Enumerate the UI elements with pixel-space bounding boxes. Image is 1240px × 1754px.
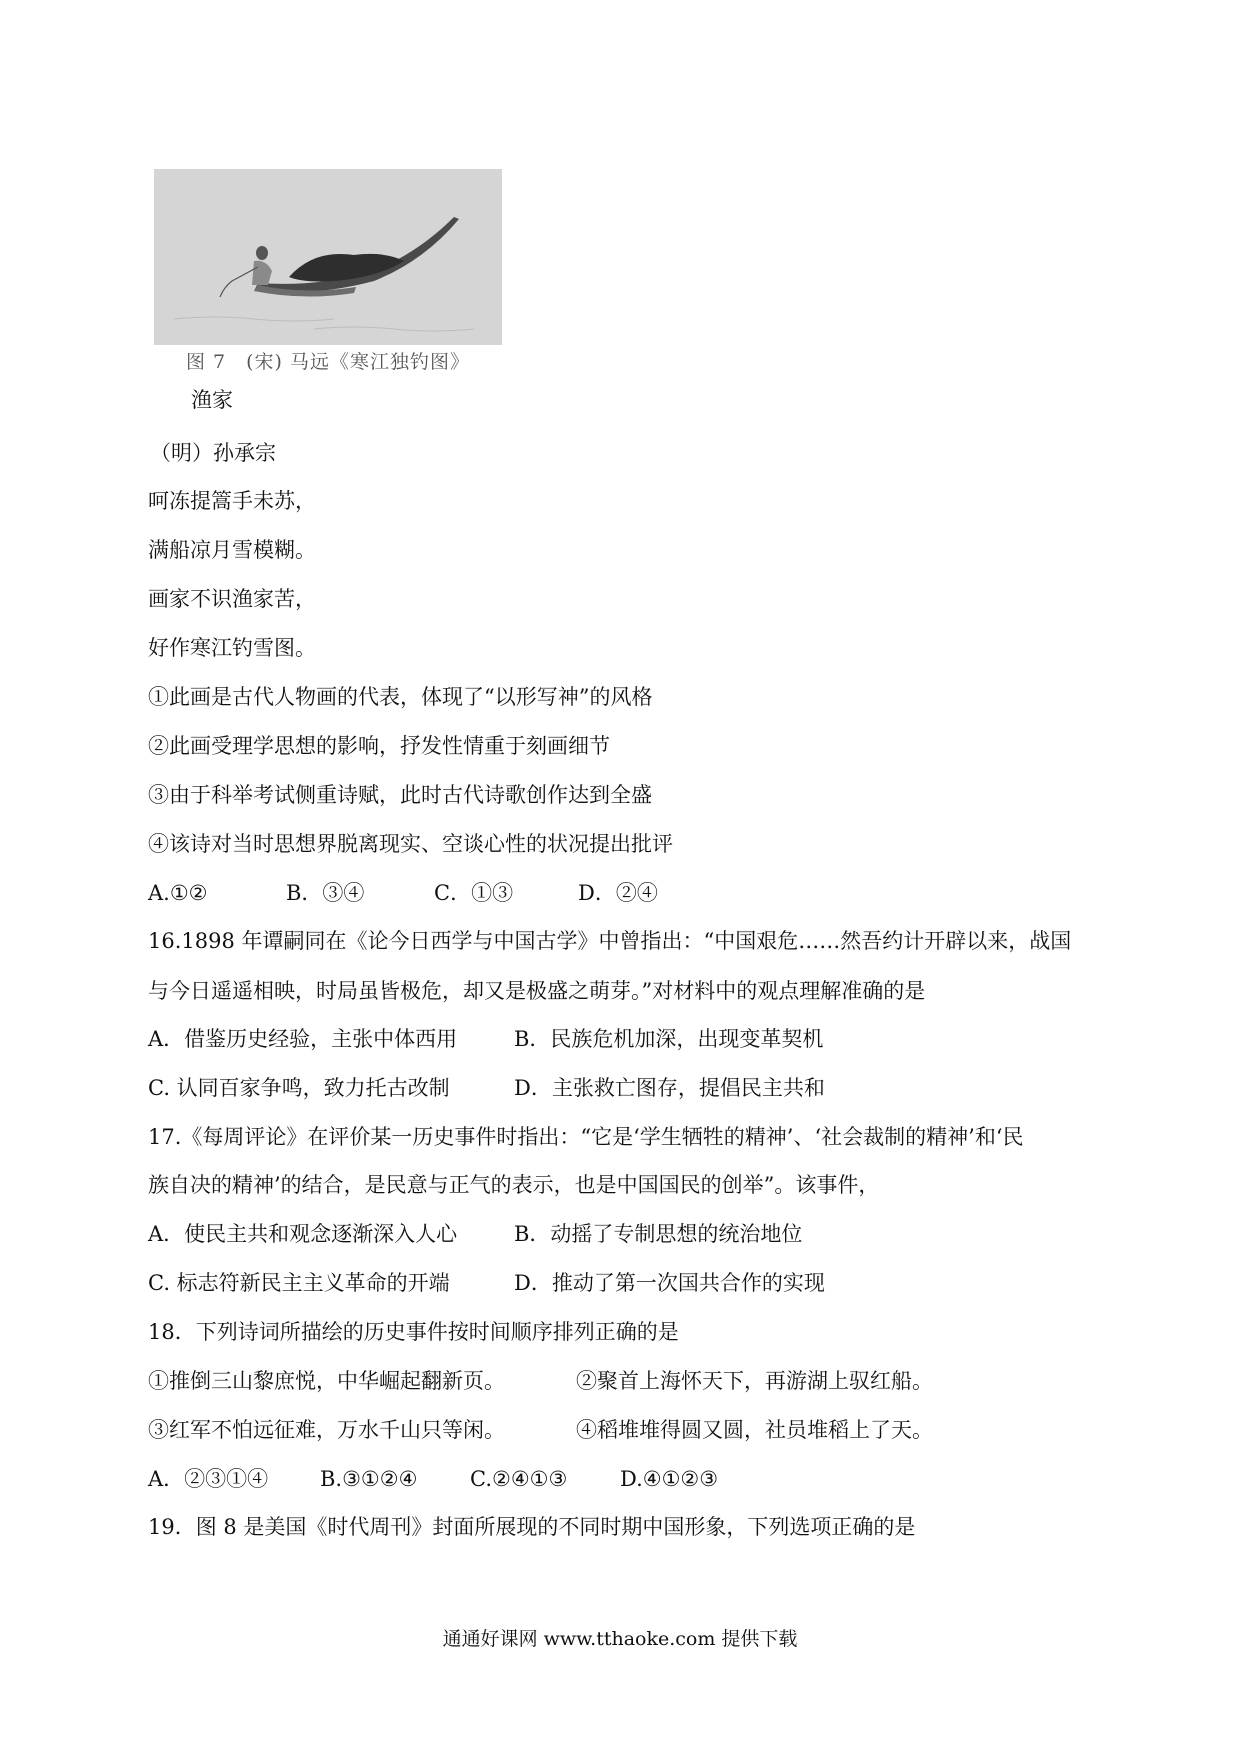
fishing-boat-drawing bbox=[154, 169, 502, 345]
q15-statement: ③由于科举考试侧重诗赋，此时古代诗歌创作达到全盛 bbox=[148, 783, 652, 807]
figure-caption: 图 7 (宋) 马远《寒江独钓图》 bbox=[186, 351, 470, 373]
q17-option-d[interactable]: D．推动了第一次国共合作的实现 bbox=[514, 1271, 825, 1295]
q15-statement: ④该诗对当时思想界脱离现实、空谈心性的状况提出批评 bbox=[148, 832, 673, 856]
q19-stem: 19．图 8 是美国《时代周刊》封面所展现的不同时期中国形象，下列选项正确的是 bbox=[148, 1515, 916, 1539]
q18-option-c[interactable]: C.②④①③ bbox=[470, 1467, 568, 1491]
poem-author: （明）孙承宗 bbox=[150, 441, 276, 465]
q18-option-b[interactable]: B.③①②④ bbox=[320, 1467, 418, 1491]
q15-option-c[interactable]: C．①③ bbox=[434, 881, 514, 905]
q17-option-a[interactable]: A．使民主共和观念逐渐深入人心 bbox=[148, 1222, 458, 1246]
poem-line: 呵冻提篙手未苏， bbox=[148, 489, 316, 513]
q18-item: ①推倒三山黎庶悦，中华崛起翻新页。 bbox=[148, 1369, 505, 1393]
q18-stem: 18．下列诗词所描绘的历史事件按时间顺序排列正确的是 bbox=[148, 1320, 679, 1344]
q16-option-c[interactable]: C. 认同百家争鸣，致力托古改制 bbox=[148, 1076, 450, 1100]
q15-statement: ②此画受理学思想的影响，抒发性情重于刻画细节 bbox=[148, 734, 610, 758]
q18-item: ③红军不怕远征难，万水千山只等闲。 bbox=[148, 1418, 505, 1442]
q17-stem-line1: 17.《每周评论》在评价某一历史事件时指出：“它是‘学生牺牲的精神’、‘社会裁制的精神’和‘民 bbox=[148, 1125, 1024, 1149]
q16-stem-line1: 16.1898 年谭嗣同在《论今日西学与中国古学》中曾指出：“中国艰危……然吾约计开辟以来，战国 bbox=[148, 929, 1072, 953]
q18-option-a[interactable]: A．②③①④ bbox=[148, 1467, 269, 1491]
q17-option-b[interactable]: B．动摇了专制思想的统治地位 bbox=[514, 1222, 803, 1246]
q18-item: ②聚首上海怀天下，再游湖上驭红船。 bbox=[576, 1369, 933, 1393]
poem-title: 渔家 bbox=[191, 388, 233, 412]
q18-item: ④稻堆堆得圆又圆，社员堆稻上了天。 bbox=[576, 1418, 933, 1442]
poem-line: 满船凉月雪模糊。 bbox=[148, 538, 316, 562]
q17-stem-line2: 族自决的精神’的结合，是民意与正气的表示，也是中国国民的创举”。该事件， bbox=[148, 1173, 880, 1197]
q15-statement: ①此画是古代人物画的代表，体现了“以形写神”的风格 bbox=[148, 685, 653, 709]
page-footer: 通通好课网 www.tthaoke.com 提供下载 bbox=[442, 1628, 798, 1650]
q16-option-a[interactable]: A．借鉴历史经验，主张中体西用 bbox=[148, 1027, 458, 1051]
poem-line: 画家不识渔家苦， bbox=[148, 587, 316, 611]
painting-image bbox=[154, 169, 502, 345]
q16-option-d[interactable]: D．主张救亡图存，提倡民主共和 bbox=[514, 1076, 825, 1100]
q16-stem-line2: 与今日遥遥相映，时局虽皆极危，却又是极盛之萌芽。”对材料中的观点理解准确的是 bbox=[148, 979, 926, 1003]
q17-option-c[interactable]: C. 标志符新民主主义革命的开端 bbox=[148, 1271, 450, 1295]
q15-option-d[interactable]: D．②④ bbox=[578, 881, 658, 905]
q15-option-a[interactable]: A.①② bbox=[148, 881, 208, 905]
poem-line: 好作寒江钓雪图。 bbox=[148, 636, 316, 660]
q18-option-d[interactable]: D.④①②③ bbox=[620, 1467, 719, 1491]
q15-option-b[interactable]: B．③④ bbox=[286, 881, 365, 905]
figure-7 bbox=[150, 163, 502, 373]
q16-option-b[interactable]: B．民族危机加深，出现变革契机 bbox=[514, 1027, 824, 1051]
